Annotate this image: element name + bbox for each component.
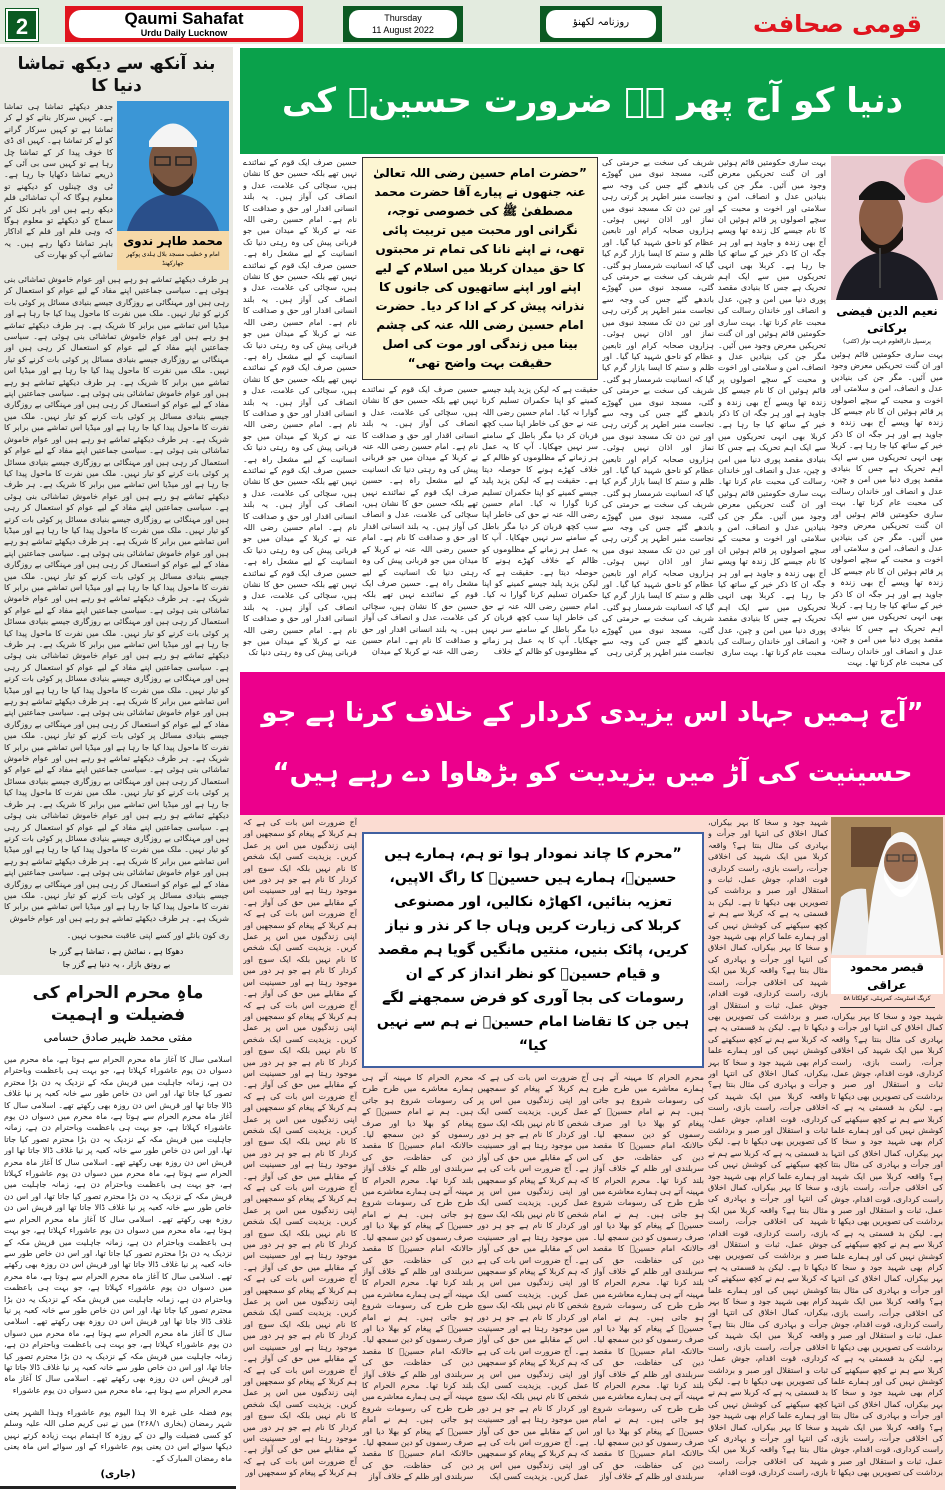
author-photo: [831, 156, 943, 300]
article-column: حسین صرف ایک قوم کے نمائندے نہیں تھے بلکہ حسین حق کا نشان ہیں، سچائی کی علامت، عدل و انصاف کی آواز ہیں۔ یہ بلند انسانی اقدار اور حق و صداقت کا نام ہے۔ امام حسین رضی اللہ عنہ نے کربلا کے میدان میں جو قربانی پیش کی وہ رہتی دنیا تک انسانیت کے لیے مشعل راہ ہے۔ حسین صرف ایک قوم کے نمائندے نہیں تھے بلکہ حسین حق کا نشان ہیں، سچائی کی علامت، عدل و انصاف کی آواز ہیں۔ یہ بلند انسانی اقدار اور حق و صداقت کا نام ہے۔ امام حسین رضی اللہ عنہ نے کربلا کے میدان میں جو قربانی پیش کی وہ رہتی دنیا تک انسانیت کے لیے مشعل راہ ہے۔ حسین صرف ایک قوم کے نمائندے نہیں تھے بلکہ حسین حق کا نشان ہیں، سچائی کی علامت، عدل و انصاف کی آواز ہیں۔ یہ بلند انسانی اقدار اور حق و صداقت کا نام ہے۔ امام حسین رضی اللہ عنہ نے کربلا کے میدان: [362, 385, 478, 657]
divider: [840, 1007, 935, 1008]
issue-day: Thursday: [384, 13, 422, 23]
article-column: محرم الحرام کا مہینہ آتے ہی ہمارے معاشرے میں طرح طرح کی رسومات شروع ہو جاتی ہیں۔ ہم نے امام حسینؓ کے پیغام کو بھلا دیا اور صرف رسموں کو دین سمجھ لیا۔ حالانکہ امام حسینؓ کا مقصد دین کی حفاظت، حق کی سربلندی اور ظلم کے خلاف آواز بلند کرنا تھا۔ محرم الحرام کا مہینہ آتے ہی ہمارے معاشرے میں طرح طرح کی رسومات شروع ہو جاتی ہیں۔ ہم نے امام حسینؓ کے پیغام کو بھلا دیا اور صرف رسموں کو دین سمجھ لیا۔ حالانکہ امام حسینؓ کا مقصد دین کی حفاظت، حق کی سربلندی اور ظلم کے خلاف آواز بلند کرنا تھا۔ محرم الحرام کا مہینہ آتے ہی ہمارے معاشرے میں طرح طرح کی رسومات شروع ہو جاتی ہیں۔ ہم نے امام حسینؓ کے پیغام کو بھلا دیا اور صرف رسموں کو دین سمجھ لیا۔ حالانکہ امام حسینؓ کا مقصد دین کی حفاظت، حق کی سربلندی اور ظلم کے خلاف آواز بلند کرنا تھا۔ محرم الحرام کا مہینہ آتے ہی ہمارے معاشرے میں طرح طرح کی رسومات شروع ہو جاتی ہیں۔ ہم نے امام حسینؓ کے پیغام کو بھلا دیا اور صرف رسموں کو دین سمجھ لیا۔ حالانکہ امام حسینؓ کا مقصد دین کی حفاظت، حق کی سربلندی اور ظلم کے خلاف آواز: [592, 1073, 704, 1482]
poem: [4, 945, 229, 971]
date-box: [343, 6, 463, 42]
continued-label: (جاری): [100, 1469, 136, 1480]
divider: [0, 1486, 236, 1489]
second-headline: ”آج ہمیں جہاد اس یزیدی کردار کے خلاف کرنا ہے جو حسینیت کی آڑ میں یزیدیت کو بڑھاوا دے رہے ہیں“: [240, 672, 945, 815]
author-address: کریگ اسٹریٹ، کمرہٹی، کولکاتا ۵۸: [843, 995, 931, 1002]
second-author-column: [831, 817, 943, 1486]
article-column: آج ضرورت اس بات کی ہے کہ ہم کربلا کے پیغام کو سمجھیں اور اپنی زندگیوں میں اس پر عمل کریں۔ یزیدیت کسی ایک شخص کا نام نہیں بلکہ ایک سوچ اور کردار کا نام ہے جو ہر دور میں موجود رہتا ہے اور حسینیت اس کے مقابلے میں حق کی آواز ہے۔ آج ضرورت اس بات کی ہے کہ ہم کربلا کے پیغام کو سمجھیں اور اپنی زندگیوں میں اس پر عمل کریں۔ یزیدیت کسی ایک شخص کا نام نہیں بلکہ ایک سوچ اور کردار کا نام ہے جو ہر دور میں موجود رہتا ہے اور حسینیت اس کے مقابلے میں حق کی آواز ہے۔ آج ضرورت اس بات کی ہے کہ ہم کربلا کے پیغام کو سمجھیں اور اپنی زندگیوں میں اس پر عمل کریں۔ یزیدیت کسی ایک شخص کا نام نہیں بلکہ ایک سوچ اور کردار کا نام ہے جو ہر دور میں موجود رہتا ہے اور حسینیت اس کے مقابلے میں حق کی آواز ہے۔ آج ضرورت اس بات کی ہے کہ ہم کربلا کے پیغام کو سمجھیں اور اپنی زندگیوں میں اس پر عمل کریں۔ یزیدیت کسی ایک شخص کا نام نہیں بلکہ ایک سوچ اور کردار کا نام ہے جو ہر دور میں موجود رہتا ہے اور حسینیت اس کے مقابلے میں حق کی آواز ہے۔ آج ضرورت اس بات کی ہے کہ ہم کربلا کے پیغام کو سمجھیں اور اپنی زندگیوں میں اس پر عمل کریں۔ یزیدیت کسی ایک شخص کا نام نہیں بلکہ ایک سوچ اور کردار کا نام ہے جو ہر دور میں موجود رہتا ہے اور حسینیت اس کے مقابلے میں حق کی آواز ہے۔ آج ضرورت اس بات کی ہے کہ ہم کربلا کے پیغام کو سمجھیں اور اپنی زندگیوں میں اس پر عمل کریں۔ یزیدیت کسی ایک شخص کا نام نہیں بلکہ ایک سوچ اور کردار کا نام ہے جو ہر دور میں موجود رہتا ہے اور حسینیت اس کے مقابلے میں حق کی آواز ہے۔ آج ضرورت اس بات کی ہے کہ ہم کربلا کے پیغام کو سمجھیں اور اپنی زندگیوں میں اس پر عمل کریں۔ یزیدیت کسی ایک شخص کا نام نہیں بلکہ ایک سوچ اور کردار کا نام ہے جو ہر دور میں موجود رہتا ہے اور حسینیت اس کے مقابلے میں حق کی آواز ہے۔ آج ضرورت اس بات کی ہے کہ ہم کربلا کے پیغام کو سمجھیں اور: [243, 818, 357, 1478]
pull-quote: ”حضرت امام حسین رضی اللہ تعالیٰ عنہ جنھوں نے پیارے آقا حضرت محمد مصطفیٰ ﷺ کی خصوصی توجہ، نگرانی اور محبت میں تربیت پائی تھی، نے اپنے نانا کی تمام تر محبتوں کا حق میدان کربلا میں اسلام کے لیے اپنے اور اپنے ساتھیوں کی جانوں کا نذرانہ پیش کر کے ادا کر دیا۔ حضرت امام حسین رضی اللہ عنہ کی چشم بینا میں زندگی اور موت کی اصل حقیقت بہت واضح تھی“: [362, 157, 598, 380]
brand-box: [65, 6, 303, 42]
pull-quote-section: [362, 832, 704, 1486]
author-name: محمد طاہر ندوی: [123, 234, 223, 248]
article-column: بہت ساری حکومتیں قائم ہوئیں اور ان گنت تحریکیں معرض وجود میں آئیں۔ مگر جن کی بنیادیں عدل و انصاف، امن و سلامتی اور اخوت و محبت کے سچے اصولوں پر قائم ہوئیں ان کا نام جیسے کل زندہ تھا ویسے آج بھی زندہ و جاوید ہے اور ہر جگہ ان کا ذکر خیر کے ساتھ کیا جا رہا ہے۔ کربلا بھی انہی تحریکوں میں سے ایک اہم تحریک ہے جس کا بنیادی مقصد پوری دنیا میں امن و چین، عدل و انصاف اور خاندان رسالت کی محبت عام کرنا تھا۔ بہت ساری حکومتیں قائم ہوئیں اور ان گنت تحریکیں معرض وجود میں آئیں۔ مگر جن کی بنیادیں عدل و انصاف، امن و سلامتی اور اخوت و محبت کے سچے اصولوں پر قائم ہوئیں ان کا نام جیسے کل زندہ تھا ویسے آج بھی زندہ و جاوید ہے اور ہر جگہ ان کا ذکر خیر کے ساتھ کیا جا رہا ہے۔ کربلا بھی انہی تحریکوں میں سے ایک اہم تحریک ہے جس کا بنیادی مقصد پوری دنیا میں امن و چین، عدل و انصاف اور خاندان رسالت کی محبت عام کرنا تھا۔ بہت: [831, 350, 943, 667]
brand-subtitle: Urdu Daily Lucknow: [140, 28, 228, 38]
muharram-article: [0, 978, 236, 1484]
article-column: محرم الحرام کا مہینہ آتے ہی ہمارے معاشرے میں طرح طرح کی رسومات شروع ہو جاتی ہیں۔ ہم نے امام حسینؓ کے پیغام کو بھلا دیا اور صرف رسموں کو دین سمجھ لیا۔ حالانکہ امام حسینؓ کا مقصد دین کی حفاظت، حق کی سربلندی اور ظلم کے خلاف آواز بلند کرنا تھا۔ محرم الحرام کا مہینہ آتے ہی ہمارے معاشرے میں طرح طرح کی رسومات شروع ہو جاتی ہیں۔ ہم نے امام حسینؓ کے پیغام کو بھلا دیا اور صرف رسموں کو دین سمجھ لیا۔ حالانکہ امام حسینؓ کا مقصد دین کی حفاظت، حق کی سربلندی اور ظلم کے خلاف آواز بلند کرنا تھا۔ محرم الحرام کا مہینہ آتے ہی ہمارے معاشرے میں طرح طرح کی رسومات شروع ہو جاتی ہیں۔ ہم نے امام حسینؓ کے پیغام کو بھلا دیا اور صرف رسموں کو دین سمجھ لیا۔ حالانکہ امام حسینؓ کا مقصد دین کی حفاظت، حق کی سربلندی اور ظلم کے خلاف آواز بلند کرنا تھا۔ محرم الحرام کا مہینہ آتے ہی ہمارے معاشرے میں طرح طرح کی رسومات شروع ہو جاتی ہیں۔ ہم نے امام حسینؓ کے پیغام کو بھلا دیا اور صرف رسموں کو دین سمجھ لیا۔ حالانکہ امام حسینؓ کا مقصد دین کی حفاظت، حق کی سربلندی اور ظلم کے خلاف آواز: [362, 1073, 474, 1482]
article-column: شریف کی سخت بے حرمتی کی گئی، مسجد نبوی میں گھوڑے باندھے گئے جس کی وجہ سے نجاست منبر اطہر پر گرتی رہی اور تین دن تک مسجد نبوی میں نماز اور اذان نہیں ہوئی۔ ہزاروں صحابہ کرام اور تابعین عظام کو ناحق شہید کیا گیا۔ اور ظلم و ستم کا ایسا بازار گرم کیا گیا کہ انسانیت شرمسار ہو گئی۔ شریف کی سخت بے حرمتی کی گئی، مسجد نبوی میں گھوڑے باندھے گئے جس کی وجہ سے نجاست منبر اطہر پر گرتی رہی اور تین دن تک مسجد نبوی میں نماز اور اذان نہیں ہوئی۔ ہزاروں صحابہ کرام اور تابعین عظام کو ناحق شہید کیا گیا۔ اور ظلم و ستم کا ایسا بازار گرم کیا گیا کہ انسانیت شرمسار ہو گئی۔ شریف کی سخت بے حرمتی کی گئی، مسجد نبوی میں گھوڑے باندھے گئے جس کی وجہ سے نجاست منبر اطہر پر گرتی رہی اور تین دن تک مسجد نبوی میں نماز اور اذان نہیں ہوئی۔ ہزاروں صحابہ کرام اور تابعین عظام کو ناحق شہید کیا گیا۔ اور ظلم و ستم کا ایسا بازار گرم کیا گیا کہ انسانیت شرمسار ہو گئی۔ شریف کی سخت بے حرمتی کی گئی، مسجد نبوی میں گھوڑے باندھے گئے جس کی وجہ سے نجاست منبر اطہر پر گرتی رہی اور تین دن تک مسجد نبوی میں نماز اور اذان نہیں ہوئی۔ ہزاروں صحابہ کرام اور تابعین عظام کو ناحق شہید کیا گیا۔ اور ظلم و ستم کا ایسا بازار گرم کیا گیا کہ انسانیت شرمسار ہو گئی۔ شریف کی سخت بے حرمتی کی گئی، مسجد نبوی میں گھوڑے باندھے گئے جس کی وجہ سے نجاست منبر اطہر پر گرتی رہی: [602, 158, 714, 658]
author-caption: [831, 303, 943, 346]
article-column: شہید جود و سخا کا بہر بیکراں، کمال اخلاق کی انتہا اور جرأت و بہادری کی مثال بنتا ہے؟ واقعہ کربلا میں ایک شہید کی اخلاقی جرأت، راست بازی، راست کرداری، قوت اقدام، جوش عمل، ثبات و استقلال اور صبر و برداشت کی تصویریں بھی دیکھا تا ہے۔ لیکن بد قسمتی یہ ہے کہ کربلا سے ہم نے کچھ سیکھنے کی کوشش نہیں کی اور ہمارے علما کرام بھی شہید جود و سخا کا بہر بیکراں، کمال اخلاق کی انتہا اور جرأت و بہادری کی مثال بنتا ہے؟ واقعہ کربلا میں ایک شہید کی اخلاقی جرأت، راست بازی، راست کرداری، قوت اقدام، جوش عمل، ثبات و استقلال اور صبر و برداشت کی تصویریں بھی دیکھا تا ہے۔ لیکن بد قسمتی یہ ہے کہ کربلا سے ہم نے کچھ سیکھنے کی کوشش نہیں کی اور ہمارے علما کرام بھی شہید جود و سخا کا بہر بیکراں، کمال اخلاق کی انتہا اور جرأت و بہادری کی مثال بنتا ہے؟ واقعہ کربلا میں ایک شہید کی اخلاقی جرأت، راست بازی، راست کرداری، قوت اقدام، جوش عمل، ثبات و استقلال اور صبر و برداشت کی تصویریں بھی دیکھا تا ہے۔ لیکن بد قسمتی یہ ہے کہ کربلا سے ہم نے کچھ سیکھنے کی کوشش نہیں کی اور ہمارے علما کرام بھی شہید جود و سخا کا بہر بیکراں، کمال اخلاق کی انتہا اور جرأت و بہادری کی مثال بنتا ہے؟ واقعہ کربلا میں ایک شہید کی اخلاقی جرأت، راست بازی، راست کرداری، قوت اقدام، جوش عمل، ثبات و استقلال اور صبر و برداشت کی تصویریں بھی دیکھا تا: [831, 1012, 943, 1478]
article-column: آج ضرورت اس بات کی ہے کہ ہم کربلا کے پیغام کو سمجھیں اور اپنی زندگیوں میں اس پر عمل کریں۔ یزیدیت کسی ایک شخص کا نام نہیں بلکہ ایک سوچ اور کردار کا نام ہے جو ہر دور میں موجود رہتا ہے اور حسینیت اس کے مقابلے میں حق کی آواز ہے۔ آج ضرورت اس بات کی ہے کہ ہم کربلا کے پیغام کو سمجھیں اور اپنی زندگیوں میں اس پر عمل کریں۔ یزیدیت کسی ایک شخص کا نام نہیں بلکہ ایک سوچ اور کردار کا نام ہے جو ہر دور میں موجود رہتا ہے اور حسینیت اس کے مقابلے میں حق کی آواز ہے۔ آج ضرورت اس بات کی ہے کہ ہم کربلا کے پیغام کو سمجھیں اور اپنی زندگیوں میں اس پر عمل کریں۔ یزیدیت کسی ایک شخص کا نام نہیں بلکہ ایک سوچ اور کردار کا نام ہے جو ہر دور میں موجود رہتا ہے اور حسینیت اس کے مقابلے میں حق کی آواز ہے۔ آج ضرورت اس بات کی ہے کہ ہم کربلا کے پیغام کو سمجھیں اور اپنی زندگیوں میں اس پر عمل کریں۔ یزیدیت کسی ایک شخص کا نام نہیں بلکہ ایک سوچ اور کردار کا نام ہے جو ہر دور میں موجود رہتا ہے اور حسینیت اس کے مقابلے میں حق کی آواز ہے۔ آج ضرورت اس بات کی ہے کہ ہم کربلا کے پیغام کو سمجھیں اور اپنی زندگیوں میں اس پر عمل کریں۔ یزیدیت کسی ایک: [477, 1073, 589, 1482]
author-title: پرنسپل دارالعلوم غریب نواز (کٹنی): [843, 338, 931, 345]
main-headline-banner: [240, 48, 945, 154]
muharram-body: اسلامی سال کا آغاز ماہ محرم الحرام سے ہوتا ہے، ماہ محرم میں دسواں دن یوم عاشوراء کہلاتا ہے، جو بہت ہی باعظمت وباحترام دن ہے، زمانہ جاہلیت میں قریش مکہ کے نزدیک یہ دن بڑا محترم تصور کیا جاتا تھا، اور اس دن خاص طور سے خانہ کعبہ پر نیا غلاف ڈالا جاتا تھا اور قریش اس دن روزہ بھی رکھتے تھے۔ اسلامی سال کا آغاز ماہ محرم الحرام سے ہوتا ہے، ماہ محرم میں دسواں دن یوم عاشوراء کہلاتا ہے، جو بہت ہی باعظمت وباحترام دن ہے، زمانہ جاہلیت میں قریش مکہ کے نزدیک یہ دن بڑا محترم تصور کیا جاتا تھا، اور اس دن خاص طور سے خانہ کعبہ پر نیا غلاف ڈالا جاتا تھا اور قریش اس دن روزہ بھی رکھتے تھے۔ اسلامی سال کا آغاز ماہ محرم الحرام سے ہوتا ہے، ماہ محرم میں دسواں دن یوم عاشوراء کہلاتا ہے، جو بہت ہی باعظمت وباحترام دن ہے، زمانہ جاہلیت میں قریش مکہ کے نزدیک یہ دن بڑا محترم تصور کیا جاتا تھا، اور اس دن خاص طور سے خانہ کعبہ پر نیا غلاف ڈالا جاتا تھا اور قریش اس دن روزہ بھی رکھتے تھے۔ اسلامی سال کا آغاز ماہ محرم الحرام سے ہوتا ہے، ماہ محرم میں دسواں دن یوم عاشوراء کہلاتا ہے، جو بہت ہی باعظمت وباحترام دن ہے، زمانہ جاہلیت میں قریش مکہ کے نزدیک یہ دن بڑا محترم تصور کیا جاتا تھا، اور اس دن خاص طور سے خانہ کعبہ پر نیا غلاف ڈالا جاتا تھا اور قریش اس دن روزہ بھی رکھتے تھے۔ اسلامی سال کا آغاز ماہ محرم الحرام سے ہوتا ہے، ماہ محرم میں دسواں دن یوم عاشوراء کہلاتا ہے، جو بہت ہی باعظمت وباحترام دن ہے، زمانہ جاہلیت میں قریش مکہ کے نزدیک یہ دن بڑا محترم تصور کیا جاتا تھا، اور اس دن خاص طور سے خانہ کعبہ پر نیا غلاف ڈالا جاتا تھا اور قریش اس دن روزہ بھی رکھتے تھے۔ اسلامی سال کا آغاز ماہ محرم الحرام سے ہوتا ہے، ماہ محرم میں دسواں دن یوم عاشوراء کہلاتا ہے، جو بہت ہی باعظمت وباحترام دن ہے، زمانہ جاہلیت میں قریش مکہ کے نزدیک یہ دن بڑا محترم تصور کیا جاتا تھا، اور اس دن خاص طور سے خانہ کعبہ پر نیا غلاف ڈالا جاتا تھا اور قریش اس دن روزہ بھی رکھتے تھے۔ اسلامی سال کا آغاز ماہ محرم الحرام سے ہوتا ہے، ماہ محرم میں دسواں دن یوم عاشوراء: [4, 1055, 232, 1395]
page-number: 2: [6, 9, 38, 41]
author-caption: [831, 958, 943, 1004]
author-block: [117, 101, 229, 270]
edition-box: [540, 6, 662, 42]
poem-line: بے رونق بازار ، یہ دنیا ہے گزر جا: [62, 960, 171, 969]
author-name: قیصر محمود عراقی: [831, 958, 943, 994]
author-photo: [831, 817, 943, 955]
main-headline: دنیا کو آج پھر ہے ضرورت حسینؓ کی: [281, 81, 904, 121]
left-article: [0, 47, 236, 975]
article-column: بہت ساری حکومتیں قائم ہوئیں اور ان گنت تحریکیں معرض وجود میں آئیں۔ مگر جن کی بنیادیں عدل و انصاف، امن و سلامتی اور اخوت و محبت کے سچے اصولوں پر قائم ہوئیں ان کا نام جیسے کل زندہ تھا ویسے آج بھی زندہ و جاوید ہے اور ہر جگہ ان کا ذکر خیر کے ساتھ کیا جا رہا ہے۔ کربلا بھی انہی تحریکوں میں سے ایک اہم تحریک ہے جس کا بنیادی مقصد پوری دنیا میں امن و چین، عدل و انصاف اور خاندان رسالت کی محبت عام کرنا تھا۔ بہت ساری حکومتیں قائم ہوئیں اور ان گنت تحریکیں معرض وجود میں آئیں۔ مگر جن کی بنیادیں عدل و انصاف، امن و سلامتی اور اخوت و محبت کے سچے اصولوں پر قائم ہوئیں ان کا نام جیسے کل زندہ تھا ویسے آج بھی زندہ و جاوید ہے اور ہر جگہ ان کا ذکر خیر کے ساتھ کیا جا رہا ہے۔ کربلا بھی انہی تحریکوں میں سے ایک اہم تحریک ہے جس کا بنیادی مقصد پوری دنیا میں امن و چین، عدل و انصاف اور خاندان رسالت کی محبت عام کرنا تھا۔ بہت ساری حکومتیں قائم ہوئیں اور ان گنت تحریکیں معرض وجود میں آئیں۔ مگر جن کی بنیادیں عدل و انصاف، امن و سلامتی اور اخوت و محبت کے سچے اصولوں پر قائم ہوئیں ان کا نام جیسے کل زندہ تھا ویسے آج بھی زندہ و جاوید ہے اور ہر جگہ ان کا ذکر خیر کے ساتھ کیا جا رہا ہے۔ کربلا بھی انہی تحریکوں میں سے ایک اہم تحریک ہے جس کا بنیادی مقصد پوری دنیا میں امن و چین، عدل و انصاف اور خاندان رسالت کی محبت عام کرنا تھا۔ بہت ساری: [718, 158, 826, 658]
author-name: نعیم الدین فیضی برکاتی: [836, 304, 938, 335]
newspaper-logo: قومی صحافت: [753, 10, 922, 38]
author-caption: [117, 231, 229, 270]
left-article-closing: ری کون بانٹے اور کسے اپنی عاقبت محبوب نہیں۔: [66, 930, 229, 940]
left-article-headline: بند آنکھ سے دیکھ تماشا دنیا کا: [17, 54, 216, 96]
pull-quote-section: [362, 157, 598, 668]
pull-quote: ”محرم کا چاند نمودار ہوا تو ہم، ہمارے ہیں حسینؓ، ہمارے ہیں حسینؓ کا راگ الاپیں، تعزیہ بنائیں، اکھاڑہ نکالیں، اور مصنوعی کربلا کی زیارت کریں وہاں جا کر نذر و نیاز کریں، پائک بنیں، منتیں مانگیں گویا ہم مقصد و قیام حسینؓ کو نظر انداز کر کے ان رسومات کی بجا آوری کو فرض سمجھنے لگے ہیں جن کا تقاضا امام حسینؓ نے ہم سے نہیں کیا“: [362, 832, 704, 1068]
author-title: امام و خطیب مسجد بلال ہلدی پوکھر جھارکھنڈ: [126, 251, 220, 267]
muharram-headline: ماہِ محرم الحرام کی فضیلت و اہمیت: [32, 983, 204, 1025]
author-photo: [117, 101, 229, 231]
muharram-author: مفتی محمد ظہیر صادق حسامی: [43, 1031, 193, 1044]
brand-title: Qaumi Sahafat: [124, 9, 244, 28]
article-column: حسین صرف ایک قوم کے نمائندے نہیں تھے بلکہ حسین حق کا نشان ہیں، سچائی کی علامت، عدل و انصاف کی آواز ہیں۔ یہ بلند انسانی اقدار اور حق و صداقت کا نام ہے۔ امام حسین رضی اللہ عنہ نے کربلا کے میدان میں جو قربانی پیش کی وہ رہتی دنیا تک انسانیت کے لیے مشعل راہ ہے۔ حسین صرف ایک قوم کے نمائندے نہیں تھے بلکہ حسین حق کا نشان ہیں، سچائی کی علامت، عدل و انصاف کی آواز ہیں۔ یہ بلند انسانی اقدار اور حق و صداقت کا نام ہے۔ امام حسین رضی اللہ عنہ نے کربلا کے میدان میں جو قربانی پیش کی وہ رہتی دنیا تک انسانیت کے لیے مشعل راہ ہے۔ حسین صرف ایک قوم کے نمائندے نہیں تھے بلکہ حسین حق کا نشان ہیں، سچائی کی علامت، عدل و انصاف کی آواز ہیں۔ یہ بلند انسانی اقدار اور حق و صداقت کا نام ہے۔ امام حسین رضی اللہ عنہ نے کربلا کے میدان میں جو قربانی پیش کی وہ رہتی دنیا تک انسانیت کے لیے مشعل راہ ہے۔ حسین صرف ایک قوم کے نمائندے نہیں تھے بلکہ حسین حق کا نشان ہیں، سچائی کی علامت، عدل و انصاف کی آواز ہیں۔ یہ بلند انسانی اقدار اور حق و صداقت کا نام ہے۔ امام حسین رضی اللہ عنہ نے کربلا کے میدان میں جو قربانی پیش کی وہ رہتی دنیا تک انسانیت کے لیے مشعل راہ ہے۔ حسین صرف ایک قوم کے نمائندے نہیں تھے بلکہ حسین حق کا نشان ہیں، سچائی کی علامت، عدل و انصاف کی آواز ہیں۔ یہ بلند انسانی اقدار اور حق و صداقت کا نام ہے۔ امام حسین رضی اللہ عنہ نے کربلا کے میدان میں جو قربانی پیش کی وہ رہتی دنیا تک: [243, 158, 357, 658]
main-author-column: [831, 156, 943, 668]
article-column: حقیقت ہے کہ لیکن یزید پلید جیسے کمینے کو اپنا حکمران تسلیم کرنا گوارا نہ کیا۔ امام حسین رضی اللہ عنہ نے حق کی خاطر اپنا سب کچھ قربان کر دیا مگر باطل کے سامنے سر نہیں جھکایا۔ آپ کا یہ عمل ہر زمانے کے مظلوموں کو ظالم کے خلاف کھڑے ہونے کا حوصلہ دیتا ہے۔ حقیقت ہے کہ لیکن یزید پلید جیسے کمینے کو اپنا حکمران تسلیم کرنا گوارا نہ کیا۔ امام حسین رضی اللہ عنہ نے حق کی خاطر اپنا سب کچھ قربان کر دیا مگر باطل کے سامنے سر نہیں جھکایا۔ آپ کا یہ عمل ہر زمانے کے مظلوموں کو ظالم کے خلاف کھڑے ہونے کا حوصلہ دیتا ہے۔ حقیقت ہے کہ لیکن یزید پلید جیسے کمینے کو اپنا حکمران تسلیم کرنا گوارا نہ کیا۔ امام حسین رضی اللہ عنہ نے حق کی خاطر اپنا سب کچھ قربان کر دیا مگر باطل کے سامنے سر نہیں جھکایا۔ آپ کا یہ عمل ہر زمانے کے مظلوموں کو ظالم کے خلاف: [482, 385, 598, 657]
edition-label: روزنامہ لکھنؤ: [546, 10, 656, 38]
left-article-body: ہر طرف دیکھئے تماشے ہو رہے ہیں اور عوام خاموش تماشائی بنی ہوئی ہے۔ سیاسی جماعتیں اپنے مفاد کے لیے عوام کو استعمال کر رہی ہیں اور مہنگائی بے روزگاری جیسے بنیادی مسائل پر کوئی بات کرنے کو تیار نہیں۔ ملک میں نفرت کا ماحول پیدا کیا جا رہا ہے اور میڈیا اس تماشے میں برابر کا شریک ہے۔ ہر طرف دیکھئے تماشے ہو رہے ہیں اور عوام خاموش تماشائی بنی ہوئی ہے۔ سیاسی جماعتیں اپنے مفاد کے لیے عوام کو استعمال کر رہی ہیں اور مہنگائی بے روزگاری جیسے بنیادی مسائل پر کوئی بات کرنے کو تیار نہیں۔ ملک میں نفرت کا ماحول پیدا کیا جا رہا ہے اور میڈیا اس تماشے میں برابر کا شریک ہے۔ ہر طرف دیکھئے تماشے ہو رہے ہیں اور عوام خاموش تماشائی بنی ہوئی ہے۔ سیاسی جماعتیں اپنے مفاد کے لیے عوام کو استعمال کر رہی ہیں اور مہنگائی بے روزگاری جیسے بنیادی مسائل پر کوئی بات کرنے کو تیار نہیں۔ ملک میں نفرت کا ماحول پیدا کیا جا رہا ہے اور میڈیا اس تماشے میں برابر کا شریک ہے۔ ہر طرف دیکھئے تماشے ہو رہے ہیں اور عوام خاموش تماشائی بنی ہوئی ہے۔ سیاسی جماعتیں اپنے مفاد کے لیے عوام کو استعمال کر رہی ہیں اور مہنگائی بے روزگاری جیسے بنیادی مسائل پر کوئی بات کرنے کو تیار نہیں۔ ملک میں نفرت کا ماحول پیدا کیا جا رہا ہے اور میڈیا اس تماشے میں برابر کا شریک ہے۔ ہر طرف دیکھئے تماشے ہو رہے ہیں اور عوام خاموش تماشائی بنی ہوئی ہے۔ سیاسی جماعتیں اپنے مفاد کے لیے عوام کو استعمال کر رہی ہیں اور مہنگائی بے روزگاری جیسے بنیادی مسائل پر کوئی بات کرنے کو تیار نہیں۔ ملک میں نفرت کا ماحول پیدا کیا جا رہا ہے اور میڈیا اس تماشے میں برابر کا شریک ہے۔ ہر طرف دیکھئے تماشے ہو رہے ہیں اور عوام خاموش تماشائی بنی ہوئی ہے۔ سیاسی جماعتیں اپنے مفاد کے لیے عوام کو استعمال کر رہی ہیں اور مہنگائی بے روزگاری جیسے بنیادی مسائل پر کوئی بات کرنے کو تیار نہیں۔ ملک میں نفرت کا ماحول پیدا کیا جا رہا ہے اور میڈیا اس تماشے میں برابر کا شریک ہے۔ ہر طرف دیکھئے تماشے ہو رہے ہیں اور عوام خاموش تماشائی بنی ہوئی ہے۔ سیاسی جماعتیں اپنے مفاد کے لیے عوام کو استعمال کر رہی ہیں اور مہنگائی بے روزگاری جیسے بنیادی مسائل پر کوئی بات کرنے کو تیار نہیں۔ ملک میں نفرت کا ماحول پیدا کیا جا رہا ہے اور میڈیا اس تماشے میں برابر کا شریک ہے۔ ہر طرف دیکھئے تماشے ہو رہے ہیں اور عوام خاموش تماشائی بنی ہوئی ہے۔ سیاسی جماعتیں اپنے مفاد کے لیے عوام کو استعمال کر رہی ہیں اور مہنگائی بے روزگاری جیسے بنیادی مسائل پر کوئی بات کرنے کو تیار نہیں۔ ملک میں نفرت کا ماحول پیدا کیا جا رہا ہے اور میڈیا اس تماشے میں برابر کا شریک ہے۔ ہر طرف دیکھئے تماشے ہو رہے ہیں اور عوام خاموش تماشائی بنی ہوئی ہے۔ سیاسی جماعتیں اپنے مفاد کے لیے عوام کو استعمال کر رہی ہیں اور مہنگائی بے روزگاری جیسے بنیادی مسائل پر کوئی بات کرنے کو تیار نہیں۔ ملک میں نفرت کا ماحول پیدا کیا جا رہا ہے اور میڈیا اس تماشے میں برابر کا شریک ہے۔ ہر طرف دیکھئے تماشے ہو رہے ہیں اور عوام خاموش تماشائی بنی ہوئی ہے۔ سیاسی جماعتیں اپنے مفاد کے لیے عوام کو استعمال کر رہی ہیں اور مہنگائی بے روزگاری جیسے بنیادی مسائل پر کوئی بات کرنے کو تیار نہیں۔ ملک میں نفرت کا ماحول پیدا کیا جا رہا ہے اور میڈیا اس تماشے میں برابر کا شریک ہے۔ ہر طرف دیکھئے تماشے ہو رہے ہیں اور عوام خاموش تماشائی بنی ہوئی ہے۔ سیاسی جماعتیں اپنے مفاد کے لیے عوام کو استعمال کر رہی ہیں اور مہنگائی بے روزگاری جیسے بنیادی مسائل پر کوئی بات کرنے کو تیار نہیں۔ ملک میں نفرت کا ماحول پیدا کیا جا رہا ہے اور میڈیا اس تماشے میں برابر کا شریک ہے۔ ہر طرف دیکھئے تماشے ہو رہے ہیں اور عوام خاموش تماشائی بنی ہوئی ہے۔ سیاسی جماعتیں اپنے مفاد کے لیے عوام کو استعمال کر رہی ہیں اور مہنگائی بے روزگاری جیسے بنیادی مسائل پر کوئی بات کرنے کو تیار نہیں۔ ملک میں نفرت کا ماحول پیدا کیا جا رہا ہے اور میڈیا اس تماشے میں برابر کا شریک ہے۔ ہر طرف دیکھئے تماشے ہو رہے ہیں اور عوام خاموش: [4, 275, 229, 923]
article-column: شہید جود و سخا کا بہر بیکراں، کمال اخلاق کی انتہا اور جرأت و بہادری کی مثال بنتا ہے؟ واقعہ کربلا میں ایک شہید کی اخلاقی جرأت، راست بازی، راست کرداری، قوت اقدام، جوش عمل، ثبات و استقلال اور صبر و برداشت کی تصویریں بھی دیکھا تا ہے۔ لیکن بد قسمتی یہ ہے کہ کربلا سے ہم نے کچھ سیکھنے کی کوشش نہیں کی اور ہمارے علما کرام بھی شہید جود و سخا کا بہر بیکراں، کمال اخلاق کی انتہا اور جرأت و بہادری کی مثال بنتا ہے؟ واقعہ کربلا میں ایک شہید کی اخلاقی جرأت، راست بازی، راست کرداری، قوت اقدام، جوش عمل، ثبات و استقلال اور صبر و برداشت کی تصویریں بھی دیکھا تا ہے۔ لیکن بد قسمتی یہ ہے کہ کربلا سے ہم نے کچھ سیکھنے کی کوشش نہیں کی اور ہمارے علما کرام بھی شہید جود و سخا کا بہر بیکراں، کمال اخلاق کی انتہا اور جرأت و بہادری کی مثال بنتا ہے؟ واقعہ کربلا میں ایک شہید کی اخلاقی جرأت، راست بازی، راست کرداری، قوت اقدام، جوش عمل، ثبات و استقلال اور صبر و برداشت کی تصویریں بھی دیکھا تا ہے۔ لیکن بد قسمتی یہ ہے کہ کربلا سے ہم نے کچھ سیکھنے کی کوشش نہیں کی اور ہمارے علما کرام بھی شہید جود و سخا کا بہر بیکراں، کمال اخلاق کی انتہا اور جرأت و بہادری کی مثال بنتا ہے؟ واقعہ کربلا میں ایک شہید کی اخلاقی جرأت، راست بازی، راست کرداری، قوت اقدام، جوش عمل، ثبات و استقلال اور صبر و برداشت کی تصویریں بھی دیکھا تا ہے۔ لیکن بد قسمتی یہ ہے کہ کربلا سے ہم نے کچھ سیکھنے کی کوشش نہیں کی اور ہمارے علما کرام بھی شہید جود و سخا کا بہر بیکراں، کمال اخلاق کی انتہا اور جرأت و بہادری کی مثال بنتا ہے؟ واقعہ کربلا میں ایک شہید کی اخلاقی جرأت، راست بازی، راست کرداری، قوت اقدام، جوش عمل، ثبات و استقلال اور صبر و برداشت کی تصویریں بھی دیکھا تا ہے۔ لیکن بد قسمتی یہ ہے کہ کربلا سے ہم نے کچھ سیکھنے کی کوشش نہیں کی اور ہمارے علما کرام بھی شہید جود و سخا کا بہر بیکراں، کمال اخلاق کی انتہا اور جرأت و بہادری کی مثال بنتا ہے؟ واقعہ کربلا میں ایک شہید کی اخلاقی جرأت، راست بازی، راست کرداری، قوت اقدام،: [708, 818, 828, 1478]
muharram-ending: یوم فضلہ علی غیرہ الا ہذا الیوم یوم عاشوراء وہذا الشہر یعنی شہر رمضان (بخاری ۲۶۸/۱) میں نے نبی کریم صلی اللہ علیہ وسلم کو کسی فضیلت والے دن کے روزہ کا اہتمام بہت زیادہ کرتے نہیں دیکھا سوائے اس دن یعنی یوم عاشوراء کے اور سوائے اس ماہ یعنی ماہ رمضان المبارک کے۔: [4, 1407, 232, 1463]
issue-date: 11 August 2022: [372, 25, 434, 35]
left-article-intro: جدھر دیکھئے تماشا ہی تماشا ہے۔ کہیں سرکار بنانے کو لے کر تماشا ہے تو کہیں سرکار گرانے کو لے کر تماشا ہے۔ کہیں ای ڈی کا خوف پیدا کر کے تماشا چل رہا ہے تو کہیں سی بی آئی کے ذریعے تماشا دکھایا جا رہا ہے۔ ٹی وی چینلوں کو دیکھنے تو معلوم ہوگا کہ آپ تماشائی فلم دیکھ رہے ہیں اور باہر نکل کر سماج کو دیکھئے تو معلوم ہوگا کہ وہی فلم اور فلم کے اداکار باہر تماشا دکھا رہے ہیں۔ یہ تماشے آپ کو بھارت کی: [4, 102, 113, 260]
divider: [68, 1049, 168, 1050]
poem-line: دھوکا ہے ، نمائش ہے ، تماشا ہے گزر جا: [49, 947, 184, 956]
